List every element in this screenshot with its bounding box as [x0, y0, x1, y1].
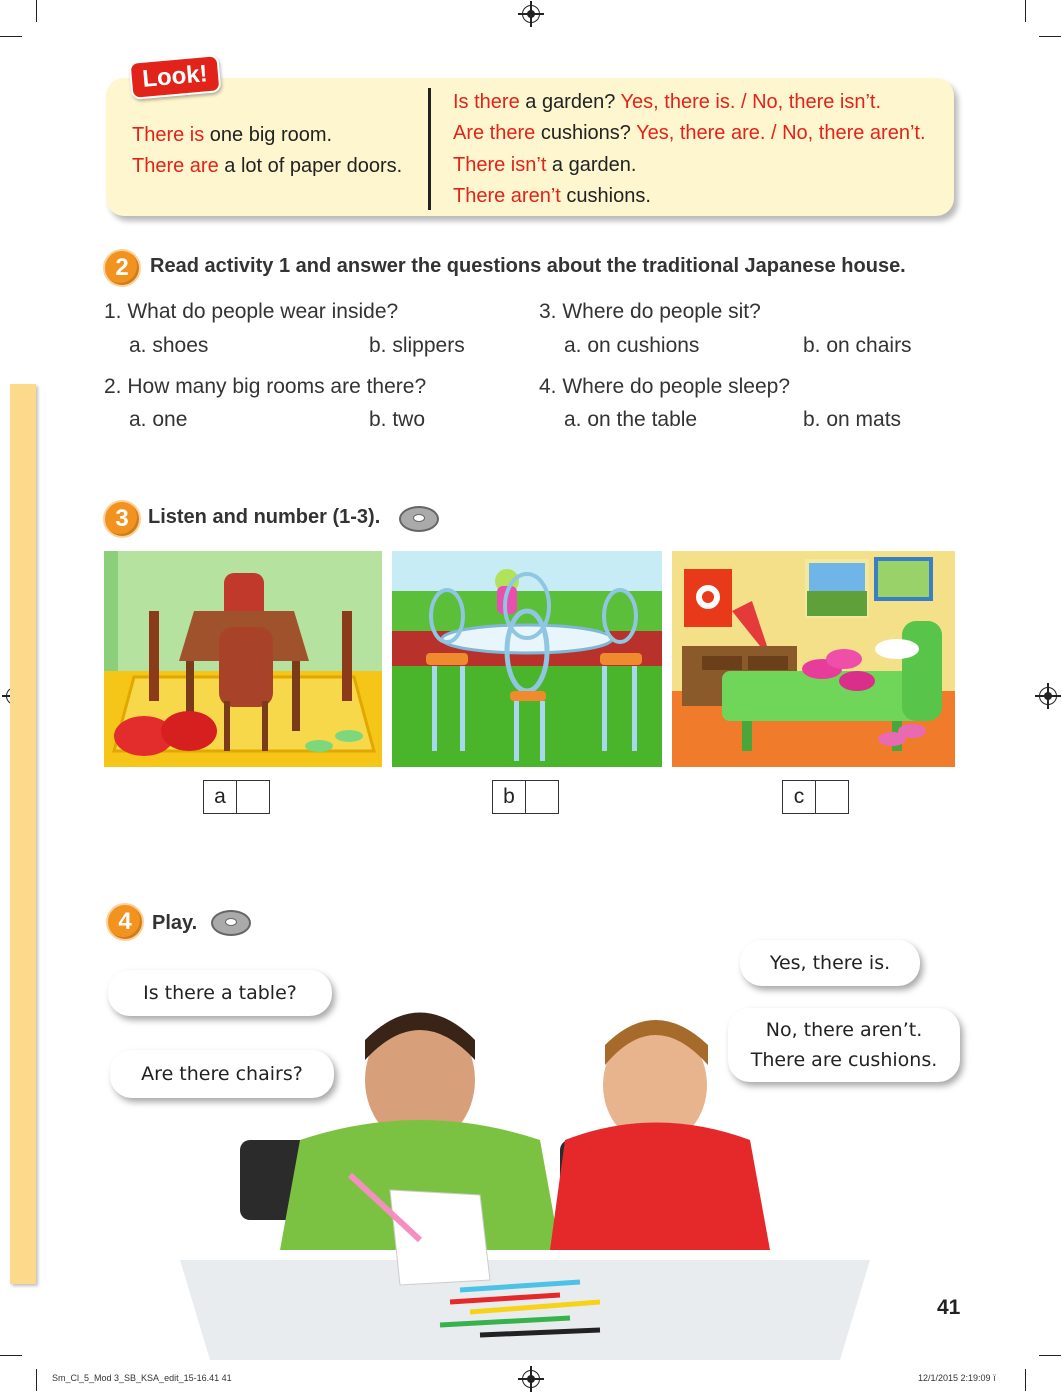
- picture-b-garden: [392, 551, 662, 767]
- bedroom-illustration: [672, 551, 955, 767]
- look-red-text: Are there: [453, 122, 536, 144]
- audio-cd-icon[interactable]: [399, 506, 439, 532]
- answer-option-b[interactable]: b. on chairs: [803, 334, 912, 357]
- bubble-text: No, there aren’t.: [765, 1019, 923, 1041]
- page-number: 41: [937, 1296, 961, 1319]
- number-input-slot[interactable]: [815, 781, 848, 813]
- answer-box-a[interactable]: [203, 780, 270, 814]
- question-3: 3. Where do people sit?: [539, 300, 761, 323]
- bubble-text: There are cushions.: [750, 1049, 938, 1071]
- footer-slug-left: Sm_Cl_5_Mod 3_SB_KSA_edit_15-16.41 41: [52, 1373, 232, 1383]
- bubble-text: Are there chairs?: [141, 1063, 303, 1085]
- look-badge: Look!: [129, 54, 222, 100]
- number-input-slot[interactable]: [236, 781, 269, 813]
- side-color-bar: [10, 384, 36, 1284]
- picture-letter: b: [503, 785, 515, 808]
- answer-box-b[interactable]: [492, 780, 559, 814]
- look-text: one big room.: [204, 124, 333, 146]
- picture-letter: c: [793, 785, 805, 808]
- number-input-slot[interactable]: [525, 781, 558, 813]
- answer-option-a[interactable]: a. one: [129, 408, 188, 431]
- crop-mark: [36, 0, 37, 22]
- speech-bubble-answer-2: [728, 1008, 960, 1082]
- crop-mark: [1025, 0, 1026, 22]
- question-1: 1. What do people wear inside?: [104, 300, 399, 323]
- answer-option-a[interactable]: a. shoes: [129, 334, 209, 357]
- answer-option-a[interactable]: a. on the table: [564, 408, 698, 431]
- look-red-text: Is there: [453, 91, 520, 113]
- picture-letter: a: [214, 785, 226, 808]
- look-red-text: There isn’t: [453, 154, 547, 176]
- look-text: a garden?: [519, 91, 621, 113]
- look-right-line: [453, 154, 636, 177]
- speech-bubble-answer-1: [740, 940, 920, 986]
- answer-option-a[interactable]: a. on cushions: [564, 334, 700, 357]
- look-left-line: [132, 155, 402, 178]
- activity-number-2: 2: [103, 249, 141, 287]
- activity-number-4: 4: [106, 903, 144, 941]
- crop-mark: [1039, 36, 1061, 37]
- picture-a-dining-room: [104, 551, 382, 767]
- look-red-text: Yes, there is. / No, there isn’t.: [620, 91, 882, 113]
- answer-box-c[interactable]: [782, 780, 849, 814]
- registration-mark-icon: [522, 1370, 540, 1388]
- look-text: a lot of paper doors.: [218, 155, 403, 177]
- garden-illustration: [392, 551, 662, 767]
- answer-option-b[interactable]: b. on mats: [803, 408, 902, 431]
- crop-mark: [36, 1369, 37, 1391]
- look-red-text: There are: [132, 155, 219, 177]
- activity3-instruction: Listen and number (1-3).: [148, 506, 381, 528]
- look-text: cushions?: [535, 122, 637, 144]
- activity2-instruction: Read activity 1 and answer the questions about the traditional Japanese house.: [150, 255, 906, 277]
- question-4: 4. Where do people sleep?: [539, 375, 791, 398]
- crop-mark: [1025, 1369, 1026, 1391]
- crop-mark: [0, 1355, 22, 1356]
- look-left-line: [132, 124, 332, 147]
- bubble-text: Is there a table?: [143, 982, 297, 1004]
- question-2: 2. How many big rooms are there?: [104, 375, 427, 398]
- crop-mark: [1039, 1355, 1061, 1356]
- footer-slug-right: 12/1/2015 2:19:09 ï: [918, 1373, 996, 1383]
- look-right-line: [453, 122, 926, 145]
- look-red-text: There is: [132, 124, 205, 146]
- bubble-text: Yes, there is.: [769, 952, 891, 974]
- audio-cd-icon[interactable]: [211, 910, 251, 936]
- look-red-text: There aren’t: [453, 185, 561, 207]
- look-right-line: [453, 185, 651, 208]
- picture-c-bedroom: [672, 551, 955, 767]
- dining-room-illustration: [104, 551, 382, 767]
- look-text: a garden.: [546, 154, 637, 176]
- look-divider: [428, 88, 431, 210]
- speech-bubble-question-1: [108, 970, 332, 1016]
- look-red-text: Yes, there are. / No, there aren’t.: [636, 122, 926, 144]
- crop-mark: [0, 36, 22, 37]
- registration-mark-icon: [1039, 687, 1057, 705]
- activity-number-3: 3: [103, 500, 141, 538]
- speech-bubble-question-2: [110, 1050, 334, 1098]
- look-text: cushions.: [560, 185, 651, 207]
- answer-option-b[interactable]: b. slippers: [369, 334, 465, 357]
- look-right-line: [453, 91, 881, 114]
- registration-mark-icon: [522, 5, 540, 23]
- answer-option-b[interactable]: b. two: [369, 408, 426, 431]
- activity4-instruction: Play.: [152, 912, 198, 934]
